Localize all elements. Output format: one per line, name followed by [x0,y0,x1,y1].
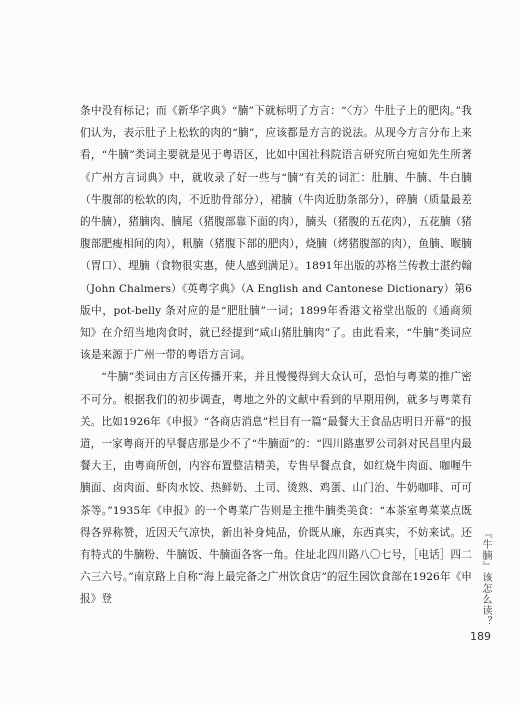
paragraph-2: “牛腩”类词由方言区传播开来，并且慢慢得到大众认可，恐怕与粤菜的推广密不可分。根据我们的初步调查，粤地之外的文献中看到的早期用例，就多与粤菜有关。比如1926年《申报》“各商店消息”栏目有一篇“最餐大王食品店明日开幕”的报道，一家粤商开的早餐店那是少不了“牛腩面”的：“四川路惠罗公司斜对民昌里内最餐大王，由粤商所创，内容布置整洁精美，专售早餐点食，如红烧牛肉面、咖喱牛腩面、卤肉面、虾肉水饺、热鲜奶、土司、烫熟、鸡蛋、山门治、牛奶咖啡、可可茶等。”1935年《申报》的一个粤菜广告则是主推牛腩类美食：“本茶室粤菜菜点既得各界称赞，近因天气凉快，新出补身炖品，价既从廉，东西真实，不妨来试。还有特式的牛腩粉、牛腩饭、牛腩面各客一角。住址北四川路八〇七号，［电话］四二六三六号。”南京路上自称“海上最完备之广州饮食店”的冠生园饮食部在1926年《申报》登 [80,371,472,606]
paragraph-1: 条中没有标记；而《新华字典》“腩”下就标明了方言：“〈方〉牛肚子上的肥肉。”我们认为，表示肚子上松软的肉的“腩”，应该都是方言的说法。从现今方言分布上来看，“牛腩”类词主要就是见于粤语区，比如中国社科院语言研究所白宛如先生所著《广州方言词典》中，就收录了好一些与“腩”有关的词汇：肚腩、牛腩、牛白腩（牛腹部的松软的肉，不近肋骨部分），裙腩（牛肉近肋条部分），碎腩（质量最差的牛腩），猪腩肉、腩尾（猪腹部靠下面的肉），腩头（猪腹的五花肉），五花腩（猪腹部肥瘦相间的肉），籸腩（猪腹下部的肥肉），烧腩（烤猪腹部的肉），鱼腩、睺腩（胃口）、埋腩（食物很实惠，使人感到满足）。1891年出版的苏格兰传教士湛约翰（John Chalmers）《英粤字典》（A English and Cantonese Dictionary）第6版中，pot-belly 条对应的是“肥肚腩”一词；1899年香港文裕堂出版的《通商须知》在介绍当地肉食时，就已经提到“咸山猪肚腩肉”了。由此看来，“牛腩”类词应该是来源于广州一带的粤语方言词。 [80,105,472,362]
body-text [80,100,472,611]
chapter-side-title: 『牛腩』该怎么读？ [480,528,491,627]
page-number: 189 [470,630,491,643]
